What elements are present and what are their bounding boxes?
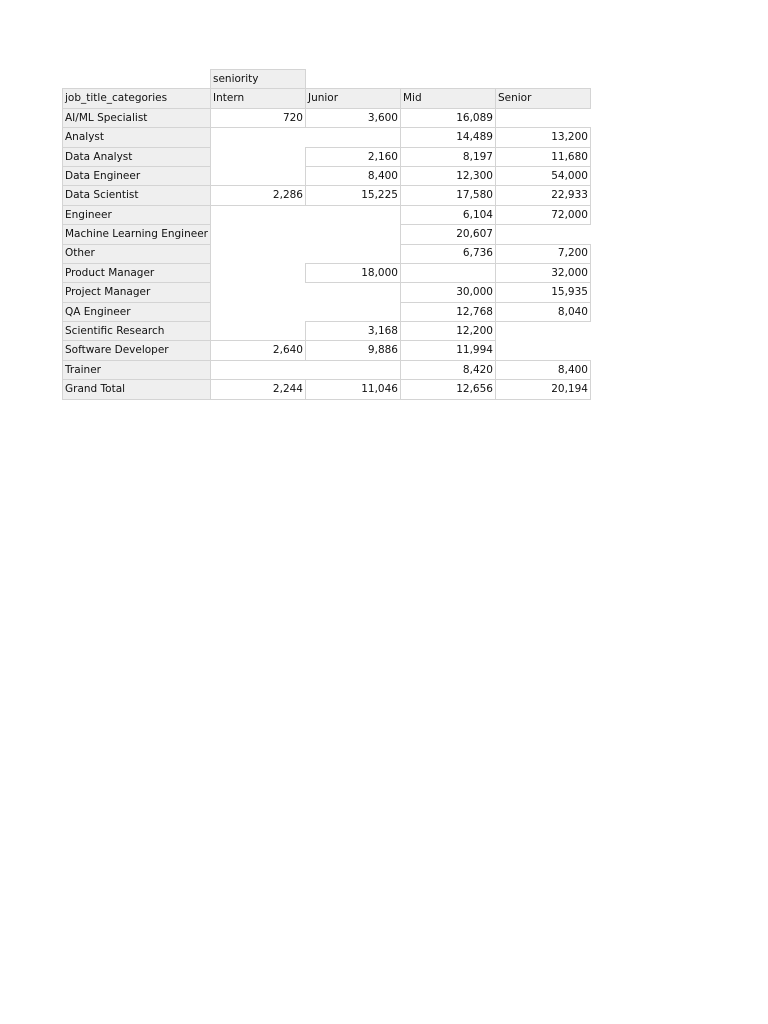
- column-field-row: [63, 70, 591, 89]
- table-row: [63, 322, 591, 341]
- value-cell[interactable]: [305, 205, 400, 224]
- row-field-header[interactable]: job_title_categories: [63, 89, 211, 108]
- table-row: [63, 302, 591, 321]
- row-label[interactable]: Other: [63, 244, 211, 263]
- grand-total-row: [63, 380, 591, 399]
- table-row: [63, 186, 591, 205]
- column-header-mid[interactable]: Mid: [400, 89, 495, 108]
- value-cell[interactable]: 2,244: [210, 380, 305, 399]
- row-label[interactable]: AI/ML Specialist: [63, 108, 211, 127]
- value-cell[interactable]: [305, 244, 400, 263]
- value-cell[interactable]: [210, 128, 305, 147]
- value-cell[interactable]: [210, 225, 305, 244]
- table-row: [63, 128, 591, 147]
- value-cell[interactable]: [495, 108, 590, 127]
- value-cell[interactable]: 3,600: [305, 108, 400, 127]
- value-cell[interactable]: 12,656: [400, 380, 495, 399]
- table-row: [63, 263, 591, 282]
- value-cell[interactable]: [495, 225, 590, 244]
- value-cell[interactable]: 20,194: [495, 380, 590, 399]
- value-cell[interactable]: 15,225: [305, 186, 400, 205]
- value-cell[interactable]: 8,197: [400, 147, 495, 166]
- row-label[interactable]: Data Scientist: [63, 186, 211, 205]
- value-cell[interactable]: 6,736: [400, 244, 495, 263]
- value-cell[interactable]: [305, 225, 400, 244]
- value-cell[interactable]: 2,160: [305, 147, 400, 166]
- column-header-senior[interactable]: Senior: [495, 89, 590, 108]
- table-row: [63, 225, 591, 244]
- value-cell[interactable]: [210, 322, 305, 341]
- row-label[interactable]: Engineer: [63, 205, 211, 224]
- value-cell[interactable]: 72,000: [495, 205, 590, 224]
- value-cell[interactable]: [210, 166, 305, 185]
- row-label[interactable]: Grand Total: [63, 380, 211, 399]
- value-cell[interactable]: 8,400: [305, 166, 400, 185]
- table-row: [63, 341, 591, 360]
- pivot-table: [62, 69, 591, 400]
- value-cell[interactable]: 14,489: [400, 128, 495, 147]
- value-cell[interactable]: 18,000: [305, 263, 400, 282]
- value-cell[interactable]: 11,046: [305, 380, 400, 399]
- value-cell[interactable]: [210, 283, 305, 302]
- row-label[interactable]: Software Developer: [63, 341, 211, 360]
- value-cell[interactable]: [210, 244, 305, 263]
- value-cell[interactable]: [495, 341, 590, 360]
- value-cell[interactable]: 8,420: [400, 360, 495, 379]
- value-cell[interactable]: 16,089: [400, 108, 495, 127]
- row-label[interactable]: Data Engineer: [63, 166, 211, 185]
- value-cell[interactable]: 22,933: [495, 186, 590, 205]
- value-cell[interactable]: 9,886: [305, 341, 400, 360]
- value-cell[interactable]: 17,580: [400, 186, 495, 205]
- row-label[interactable]: Trainer: [63, 360, 211, 379]
- value-cell[interactable]: [210, 147, 305, 166]
- table-row: [63, 360, 591, 379]
- row-label[interactable]: QA Engineer: [63, 302, 211, 321]
- table-row: [63, 166, 591, 185]
- table-row: [63, 108, 591, 127]
- table-row: [63, 283, 591, 302]
- column-headers-row: [63, 89, 591, 108]
- value-cell[interactable]: 15,935: [495, 283, 590, 302]
- table-row: [63, 147, 591, 166]
- value-cell[interactable]: [305, 283, 400, 302]
- value-cell[interactable]: 720: [210, 108, 305, 127]
- value-cell[interactable]: 13,200: [495, 128, 590, 147]
- value-cell[interactable]: 7,200: [495, 244, 590, 263]
- row-label[interactable]: Machine Learning Engineer: [63, 225, 211, 244]
- column-field-header[interactable]: seniority: [210, 70, 305, 89]
- column-header-junior[interactable]: Junior: [305, 89, 400, 108]
- row-label[interactable]: Data Analyst: [63, 147, 211, 166]
- value-cell[interactable]: 2,640: [210, 341, 305, 360]
- value-cell[interactable]: [210, 205, 305, 224]
- value-cell[interactable]: [210, 302, 305, 321]
- value-cell[interactable]: 20,607: [400, 225, 495, 244]
- value-cell[interactable]: [210, 263, 305, 282]
- value-cell[interactable]: 30,000: [400, 283, 495, 302]
- corner-cell: [63, 70, 211, 89]
- value-cell[interactable]: 12,200: [400, 322, 495, 341]
- table-row: [63, 244, 591, 263]
- table-row: [63, 205, 591, 224]
- value-cell[interactable]: [495, 322, 590, 341]
- value-cell[interactable]: [305, 360, 400, 379]
- value-cell[interactable]: [400, 263, 495, 282]
- value-cell[interactable]: 11,994: [400, 341, 495, 360]
- column-header-intern[interactable]: Intern: [210, 89, 305, 108]
- value-cell[interactable]: 11,680: [495, 147, 590, 166]
- row-label[interactable]: Project Manager: [63, 283, 211, 302]
- value-cell[interactable]: 12,300: [400, 166, 495, 185]
- value-cell[interactable]: 12,768: [400, 302, 495, 321]
- value-cell[interactable]: 8,040: [495, 302, 590, 321]
- value-cell[interactable]: 6,104: [400, 205, 495, 224]
- value-cell[interactable]: 3,168: [305, 322, 400, 341]
- value-cell[interactable]: [305, 128, 400, 147]
- row-label[interactable]: Scientific Research: [63, 322, 211, 341]
- value-cell[interactable]: 54,000: [495, 166, 590, 185]
- row-label[interactable]: Product Manager: [63, 263, 211, 282]
- value-cell[interactable]: [210, 360, 305, 379]
- value-cell[interactable]: 2,286: [210, 186, 305, 205]
- row-label[interactable]: Analyst: [63, 128, 211, 147]
- value-cell[interactable]: 8,400: [495, 360, 590, 379]
- value-cell[interactable]: 32,000: [495, 263, 590, 282]
- value-cell[interactable]: [305, 302, 400, 321]
